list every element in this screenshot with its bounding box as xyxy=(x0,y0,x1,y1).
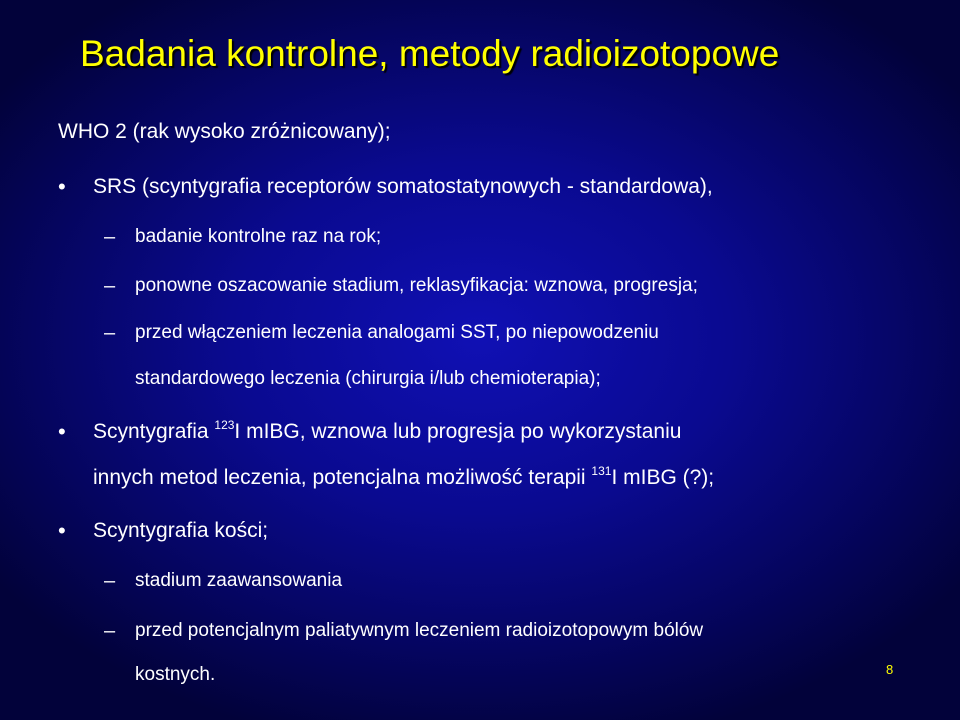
bone-subitem: stadium zaawansowania xyxy=(135,570,343,591)
mibg-item-line1 xyxy=(93,418,681,446)
bullet-dot-icon: • xyxy=(58,419,66,444)
mibg-text: I mIBG (?); xyxy=(611,466,715,489)
mibg-text: I mIBG, wznowa lub progresja po wykorzystaniu xyxy=(234,420,682,443)
isotope-mass: 123 xyxy=(214,418,235,432)
slide-title: Badania kontrolne, metody radioizotopowe xyxy=(80,33,780,74)
srs-subitem: badanie kontrolne raz na rok; xyxy=(135,226,382,247)
bone-item: Scyntygrafia kości; xyxy=(93,519,269,542)
bullet-dot-icon: • xyxy=(58,518,66,543)
bone-subitem: przed potencjalnym paliatywnym leczeniem radioizotopowym bólów xyxy=(135,620,704,641)
dash-icon: – xyxy=(104,226,116,248)
dash-icon: – xyxy=(104,275,116,297)
dash-icon: – xyxy=(104,322,116,344)
srs-subitem: ponowne oszacowanie stadium, reklasyfikacja: wznowa, progresja; xyxy=(135,275,698,296)
mibg-text: Scyntygrafia xyxy=(93,420,215,443)
bone-subitem-continuation: kostnych. xyxy=(135,664,216,685)
srs-subitem: przed włączeniem leczenia analogami SST, po niepowodzeniu xyxy=(135,322,659,343)
who-line: WHO 2 (rak wysoko zróżnicowany); xyxy=(58,120,391,143)
isotope-mass: 131 xyxy=(591,464,612,478)
dash-icon: – xyxy=(104,620,116,642)
mibg-item-line2 xyxy=(93,464,714,492)
bullet-dot-icon: • xyxy=(58,174,66,199)
srs-item: SRS (scyntygrafia receptorów somatostatynowych - standardowa), xyxy=(93,175,713,198)
page-number: 8 xyxy=(886,662,894,677)
srs-subitem-continuation: standardowego leczenia (chirurgia i/lub chemioterapia); xyxy=(135,368,601,389)
dash-icon: – xyxy=(104,570,116,592)
mibg-text: innych metod leczenia, potencjalna możliwość terapii xyxy=(93,466,592,489)
